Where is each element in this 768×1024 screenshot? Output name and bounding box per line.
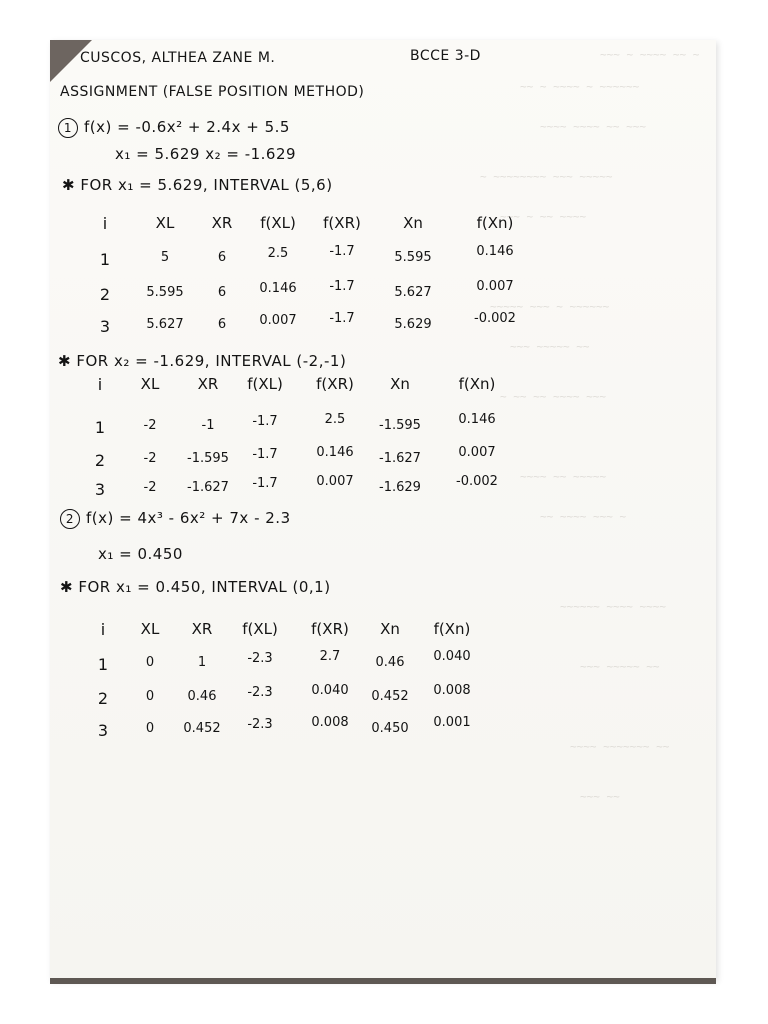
problem-number: 1 [58, 118, 78, 138]
problem-function: f(x) = 4x³ - 6x² + 7x - 2.3 [86, 509, 291, 527]
table-cell: 3 [97, 721, 109, 740]
table-cell: 0.452 [183, 721, 221, 736]
table-cell: -1 [201, 418, 215, 433]
ghost-text: ~~~~~ ~~~ ~ ~~~~~~ [490, 300, 610, 313]
table-cell: -1.627 [379, 451, 421, 466]
table-cell: -1.7 [252, 447, 278, 462]
ghost-text: ~ ~~ ~~ ~~~~ ~~~ [500, 390, 606, 403]
table-cell: -1.629 [379, 480, 421, 495]
table-cell: 5.627 [146, 317, 184, 332]
problem-2-function-line [60, 509, 291, 529]
table-header-cell: Xn [380, 620, 400, 638]
ghost-text: ~~ ~ ~~~~ ~ ~~~~~~ [520, 80, 640, 93]
table-cell: 0.146 [476, 244, 514, 259]
ghost-text: ~~~~~~ ~~~~ ~~~~ [560, 600, 666, 613]
part-heading: ✱ FOR x₁ = 5.629, INTERVAL (5,6) [62, 176, 333, 194]
table-cell: 5.627 [394, 285, 432, 300]
table-cell: -1.627 [187, 480, 229, 495]
table-cell: 0 [145, 655, 155, 670]
table-cell: 3 [99, 317, 111, 336]
table-cell: 0.452 [371, 689, 409, 704]
table-cell: -1.7 [329, 311, 355, 326]
table-cell: -1.7 [329, 244, 355, 259]
ghost-text: ~~~~ ~~~~~~~ ~~ [570, 740, 670, 753]
table-cell: 2.5 [324, 412, 346, 427]
table-cell: 1 [197, 655, 207, 670]
table-header-cell: i [100, 620, 106, 639]
table-cell: 0.008 [433, 683, 471, 698]
part-heading: ✱ FOR x₁ = 0.450, INTERVAL (0,1) [60, 578, 331, 596]
table-cell: -2.3 [247, 685, 273, 700]
table-header-cell: f(XR) [323, 214, 361, 232]
table-header-cell: f(Xn) [476, 214, 514, 232]
table-cell: -1.7 [329, 279, 355, 294]
table-cell: 5 [160, 250, 170, 265]
table-cell: 0.46 [375, 655, 405, 670]
assignment-title: ASSIGNMENT (FALSE POSITION METHOD) [60, 84, 365, 100]
table-header-cell: f(XR) [311, 620, 349, 638]
problem-1-roots: x₁ = 5.629 x₂ = -1.629 [115, 145, 297, 163]
table-header-cell: Xn [403, 214, 423, 232]
ghost-text: ~~~~ ~~~~ ~~ ~~~ [540, 120, 646, 133]
table-cell: -2 [143, 480, 157, 495]
table-cell: 5.595 [394, 250, 432, 265]
table-cell: 0.007 [259, 313, 297, 328]
table-cell: -0.002 [474, 311, 516, 326]
table-cell: -1.595 [379, 418, 421, 433]
table-cell: 5.595 [146, 285, 184, 300]
table-header-cell: XL [155, 214, 175, 232]
ghost-text: ~~~ ~ ~~ ~~~~ [500, 210, 587, 223]
problem-function: f(x) = -0.6x² + 2.4x + 5.5 [84, 118, 290, 136]
table-cell: 0.46 [187, 689, 217, 704]
table-cell: -0.002 [456, 474, 498, 489]
table-cell: -2 [143, 451, 157, 466]
table-header-cell: f(Xn) [458, 375, 496, 393]
table-header-cell: f(XR) [316, 375, 354, 393]
ghost-text: ~ ~~~~~~~~ ~~~ ~~~~~ [480, 170, 613, 183]
table-cell: -1.7 [252, 414, 278, 429]
table-cell: -1.595 [187, 451, 229, 466]
ghost-text: ~~~ ~~ [580, 790, 620, 803]
table-header-cell: Xn [390, 375, 410, 393]
table-cell: 0.146 [458, 412, 496, 427]
table-cell: 2 [99, 285, 111, 304]
table-header-cell: f(Xn) [433, 620, 471, 638]
student-name: CUSCOS, ALTHEA ZANE M. [80, 50, 276, 66]
ghost-text: ~~~ ~~~~~ ~~ [510, 340, 590, 353]
table-cell: 0.007 [476, 279, 514, 294]
class-section: BCCE 3-D [410, 48, 481, 64]
ghost-text: ~~~~ ~~ ~~~~~ [520, 470, 607, 483]
table-cell: 0.040 [433, 649, 471, 664]
table-cell: 1 [94, 418, 106, 437]
table-cell: 0.040 [311, 683, 349, 698]
table-cell: -1.7 [252, 476, 278, 491]
table-header-cell: f(XL) [260, 214, 296, 232]
table-header-cell: XR [191, 620, 213, 638]
table-cell: 0.450 [371, 721, 409, 736]
table-header-cell: i [102, 214, 108, 233]
table-cell: -2.3 [247, 651, 273, 666]
problem-number: 2 [60, 509, 80, 529]
problem-2-roots: x₁ = 0.450 [98, 545, 183, 563]
table-header-cell: XL [140, 375, 160, 393]
table-cell: 0.008 [311, 715, 349, 730]
table-cell: 6 [217, 250, 227, 265]
table-cell: 6 [217, 285, 227, 300]
part-heading: ✱ FOR x₂ = -1.629, INTERVAL (-2,-1) [58, 352, 347, 370]
table-cell: 2.5 [267, 246, 289, 261]
table-header-cell: XR [197, 375, 219, 393]
table-cell: 0.146 [316, 445, 354, 460]
ghost-text: ~~~ ~~~~~ ~~ [580, 660, 660, 673]
bleed-through-marks [480, 40, 716, 940]
table-cell: 0.001 [433, 715, 471, 730]
table-cell: 0.007 [458, 445, 496, 460]
table-cell: 3 [94, 480, 106, 499]
table-cell: 2 [94, 451, 106, 470]
table-cell: 5.629 [394, 317, 432, 332]
table-cell: 0.007 [316, 474, 354, 489]
table-header-cell: XR [211, 214, 233, 232]
ghost-text: ~~~ ~ ~~~~ ~~ ~ [600, 48, 700, 61]
table-header-cell: f(XL) [242, 620, 278, 638]
table-cell: 0.146 [259, 281, 297, 296]
table-cell: 0 [145, 721, 155, 736]
ghost-text: ~~ ~~~~ ~~~ ~ [540, 510, 627, 523]
table-cell: 0 [145, 689, 155, 704]
table-header-cell: i [97, 375, 103, 394]
table-cell: 6 [217, 317, 227, 332]
table-header-cell: XL [140, 620, 160, 638]
table-cell: -2 [143, 418, 157, 433]
table-header-cell: f(XL) [247, 375, 283, 393]
table-cell: 2.7 [319, 649, 341, 664]
problem-1-function-line [58, 118, 290, 138]
table-cell: 1 [97, 655, 109, 674]
table-cell: -2.3 [247, 717, 273, 732]
paper-bottom-edge [50, 978, 716, 984]
table-cell: 2 [97, 689, 109, 708]
table-cell: 1 [99, 250, 111, 269]
